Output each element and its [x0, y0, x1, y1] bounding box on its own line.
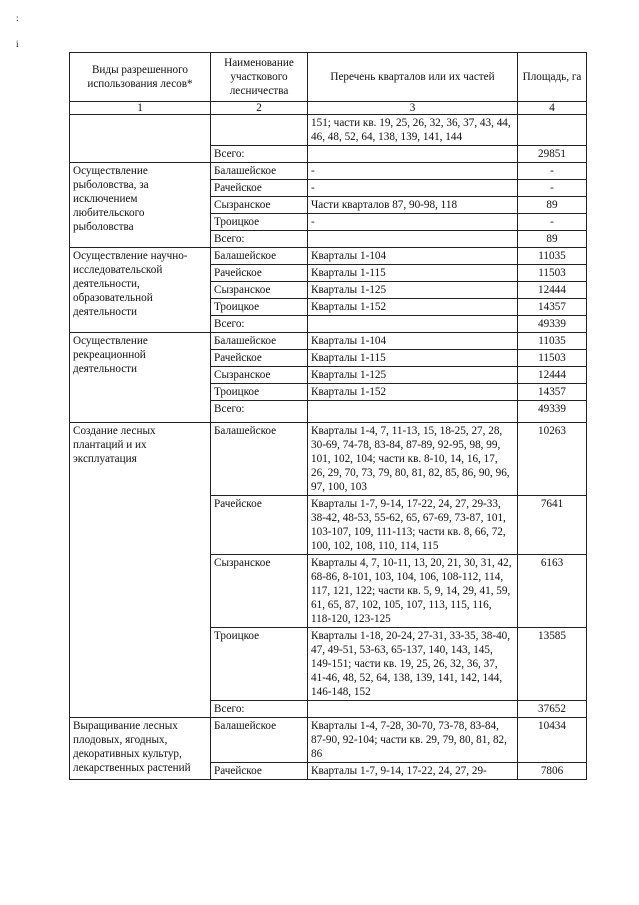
- edge-mark: i: [16, 39, 19, 49]
- forestry-cell: Балашейское: [211, 718, 308, 763]
- column-number: 2: [211, 102, 308, 115]
- quarters-cell: Кварталы 1-115: [308, 265, 518, 282]
- column-number: 3: [308, 102, 518, 115]
- total-area: 49339: [518, 316, 587, 333]
- quarters-cell: Кварталы 4, 7, 10-11, 13, 20, 21, 30, 31, 42, 68-86, 8-101, 103, 104, 106, 108-112, 114, 117, 121, 122; части кв. 5, 9, 14, 29, 41, 59, 61, 65, 87, 102, 105, 107, 113, 115, 116, 118-120, 123-125: [308, 555, 518, 628]
- use-kind-cell: Выращивание лесных плодовых, ягодных, декоративных культур, лекарственных растений: [70, 718, 211, 780]
- forestry-cell: Сызранское: [211, 282, 308, 299]
- quarters-cell: Кварталы 1-18, 20-24, 27-31, 33-35, 38-40, 47, 49-51, 53-63, 65-137, 140, 143, 145, 149-151; части кв. 19, 25, 26, 32, 36, 37, 41-46, 48, 52, 64, 138, 139, 141, 142, 144, 146-148, 152: [308, 628, 518, 701]
- total-area: 29851: [518, 146, 587, 163]
- table-row: [70, 718, 587, 763]
- area-cell: -: [518, 180, 587, 197]
- quarters-cell: Кварталы 1-7, 9-14, 17-22, 24, 27, 29-33, 38-42, 48-53, 55-62, 65, 67-69, 73-87, 101, 103-107, 109, 111-113; части кв. 8, 66, 72, 100, 102, 108, 110, 114, 115: [308, 496, 518, 555]
- forestry-cell: Троицкое: [211, 299, 308, 316]
- forestry-cell: Балашейское: [211, 163, 308, 180]
- table-row: [70, 115, 587, 146]
- area-cell: 12444: [518, 367, 587, 384]
- table-row: [70, 163, 587, 180]
- column-number: 4: [518, 102, 587, 115]
- forestry-cell: Троицкое: [211, 628, 308, 701]
- quarters-cell: Кварталы 1-125: [308, 367, 518, 384]
- quarters-cell: Кварталы 1-152: [308, 384, 518, 401]
- area-cell: [518, 115, 587, 146]
- area-cell: 14357: [518, 299, 587, 316]
- use-kind-cell: Осуществление научно-исследовательской деятельности, образовательной деятельности: [70, 248, 211, 333]
- quarters-cell: Кварталы 1-4, 7, 11-13, 15, 18-25, 27, 28, 30-69, 74-78, 83-84, 87-89, 92-95, 98, 99, 101, 102, 104; части кв. 8-10, 14, 16, 17, 26, 29, 70, 73, 79, 80, 81, 82, 85, 86, 90, 96, 97, 100, 103: [308, 423, 518, 496]
- area-cell: 13585: [518, 628, 587, 701]
- forestry-cell: Балашейское: [211, 333, 308, 350]
- quarters-cell: Кварталы 1-104: [308, 333, 518, 350]
- forestry-cell: Балашейское: [211, 423, 308, 496]
- quarters-cell: -: [308, 180, 518, 197]
- forestry-cell: Рачейское: [211, 180, 308, 197]
- table-row: [70, 248, 587, 265]
- column-header: Площадь, га: [518, 53, 587, 102]
- total-label: Всего:: [211, 146, 308, 163]
- area-cell: 7806: [518, 763, 587, 780]
- table-row: [70, 423, 587, 496]
- forestry-cell: Рачейское: [211, 265, 308, 282]
- total-area: 49339: [518, 401, 587, 423]
- use-kind-cell: [70, 115, 211, 163]
- forestry-cell: Троицкое: [211, 214, 308, 231]
- quarters-cell: -: [308, 163, 518, 180]
- total-label: Всего:: [211, 316, 308, 333]
- area-cell: 10263: [518, 423, 587, 496]
- forestry-cell: Сызранское: [211, 197, 308, 214]
- quarters-cell: Кварталы 1-152: [308, 299, 518, 316]
- quarters-cell: [308, 401, 518, 423]
- quarters-cell: Кварталы 1-104: [308, 248, 518, 265]
- forestry-cell: Троицкое: [211, 384, 308, 401]
- area-cell: -: [518, 163, 587, 180]
- column-header: Виды разрешенного использования лесов*: [70, 53, 211, 102]
- quarters-cell: Кварталы 1-125: [308, 282, 518, 299]
- area-cell: 11035: [518, 333, 587, 350]
- forestry-cell: Рачейское: [211, 350, 308, 367]
- use-kind-cell: Осуществление рекреационной деятельности: [70, 333, 211, 423]
- quarters-cell: [308, 701, 518, 718]
- forestry-cell: Балашейское: [211, 248, 308, 265]
- area-cell: 6163: [518, 555, 587, 628]
- table-row: [70, 333, 587, 350]
- quarters-cell: Кварталы 1-7, 9-14, 17-22, 24, 27, 29-: [308, 763, 518, 780]
- area-cell: 14357: [518, 384, 587, 401]
- quarters-cell: Кварталы 1-115: [308, 350, 518, 367]
- forestry-cell: Сызранское: [211, 367, 308, 384]
- edge-mark: :: [16, 13, 19, 23]
- quarters-cell: -: [308, 214, 518, 231]
- column-number: 1: [70, 102, 211, 115]
- use-kind-cell: Создание лесных плантаций и их эксплуатация: [70, 423, 211, 718]
- area-cell: 12444: [518, 282, 587, 299]
- area-cell: -: [518, 214, 587, 231]
- column-number-row: [70, 102, 587, 115]
- area-cell: 11503: [518, 350, 587, 367]
- table-header-row: [70, 53, 587, 102]
- area-cell: 11503: [518, 265, 587, 282]
- area-cell: 11035: [518, 248, 587, 265]
- column-header: Наименование участкового лесничества: [211, 53, 308, 102]
- total-area: 37652: [518, 701, 587, 718]
- area-cell: 89: [518, 197, 587, 214]
- forestry-cell: Рачейское: [211, 496, 308, 555]
- forestry-cell: [211, 115, 308, 146]
- area-cell: 7641: [518, 496, 587, 555]
- quarters-cell: [308, 146, 518, 163]
- column-header: Перечень кварталов или их частей: [308, 53, 518, 102]
- quarters-cell: Части кварталов 87, 90-98, 118: [308, 197, 518, 214]
- total-area: 89: [518, 231, 587, 248]
- quarters-cell: [308, 231, 518, 248]
- total-label: Всего:: [211, 701, 308, 718]
- forest-use-table: [69, 52, 587, 780]
- quarters-cell: Кварталы 1-4, 7-28, 30-70, 73-78, 83-84, 87-90, 92-104; части кв. 29, 79, 80, 81, 82, 86: [308, 718, 518, 763]
- total-label: Всего:: [211, 231, 308, 248]
- use-kind-cell: Осуществление рыболовства, за исключением любительского рыболовства: [70, 163, 211, 248]
- forestry-cell: Сызранское: [211, 555, 308, 628]
- total-label: Всего:: [211, 401, 308, 423]
- area-cell: 10434: [518, 718, 587, 763]
- forestry-cell: Рачейское: [211, 763, 308, 780]
- quarters-cell: 151; части кв. 19, 25, 26, 32, 36, 37, 43, 44, 46, 48, 52, 64, 138, 139, 141, 144: [308, 115, 518, 146]
- quarters-cell: [308, 316, 518, 333]
